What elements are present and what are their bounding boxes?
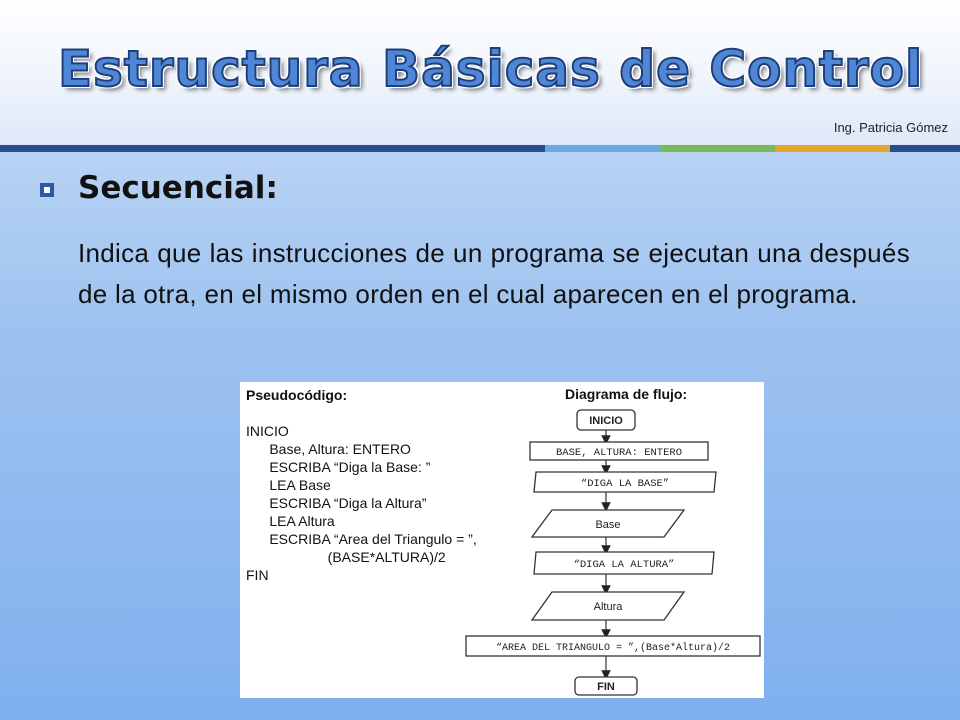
title-header xyxy=(0,0,960,145)
pseudocode-line: FIN xyxy=(246,567,269,583)
pseudocode-line: INICIO xyxy=(246,423,289,439)
flow-label-start: INICIO xyxy=(589,415,623,427)
pseudocode-line: ESCRIBA “Diga la Base: ” xyxy=(246,459,431,475)
section-heading: Secuencial: xyxy=(78,170,278,206)
body-paragraph: Indica que las instrucciones de un programa se ejecutan una después de la otra, en el mismo orden en el cual aparecen en el programa. xyxy=(78,238,910,309)
stripe-2 xyxy=(545,145,660,152)
slide-title: Estructura Básicas de Control xyxy=(58,40,924,98)
stripe-5 xyxy=(890,145,960,152)
stripe-1 xyxy=(0,145,545,152)
flowchart xyxy=(240,382,764,698)
flow-label: BASE, ALTURA: ENTERO xyxy=(555,447,683,459)
flow-label: “DIGA LA BASE” xyxy=(580,478,670,490)
algorithm-figure xyxy=(240,382,764,698)
flow-label: “DIGA LA ALTURA” xyxy=(573,559,675,571)
author-label: Ing. Patricia Gómez xyxy=(833,120,948,135)
pseudocode-line: LEA Altura xyxy=(246,513,335,529)
bullet-icon xyxy=(40,183,54,197)
flow-label-end: FIN xyxy=(597,681,615,693)
flow-label: “AREA DEL TRIANGULO = ”,(Base*Altura)/2 xyxy=(495,643,731,654)
flow-label: Altura xyxy=(593,601,623,613)
pseudocode-line: ESCRIBA “Area del Triangulo = ”, xyxy=(246,531,477,547)
flowchart-header: Diagrama de flujo: xyxy=(565,386,688,402)
flow-label: Base xyxy=(595,519,621,531)
pseudocode-line: ESCRIBA “Diga la Altura” xyxy=(246,495,427,511)
pseudocode-line: Base, Altura: ENTERO xyxy=(246,441,411,457)
pseudocode-line: (BASE*ALTURA)/2 xyxy=(246,549,446,565)
pseudocode-header: Pseudocódigo: xyxy=(246,387,348,403)
stripe-3 xyxy=(660,145,775,152)
pseudocode-line: LEA Base xyxy=(246,477,331,493)
stripe-4 xyxy=(775,145,890,152)
